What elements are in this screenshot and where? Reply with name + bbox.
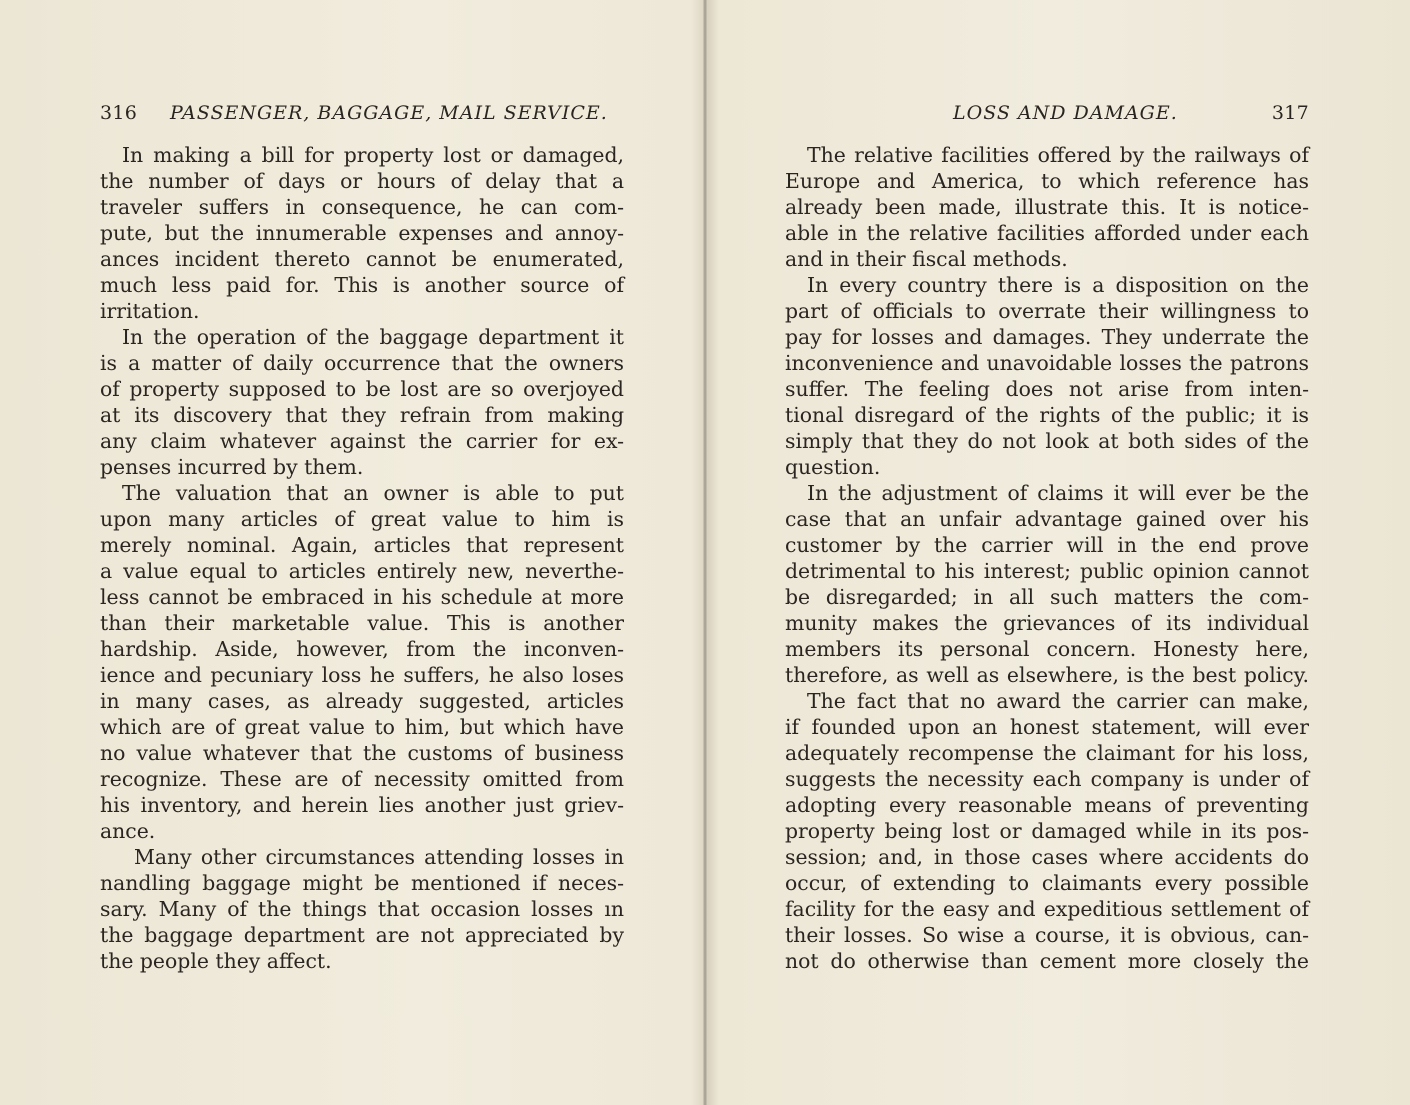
text-line: if founded upon an honest statement, will ever — [785, 715, 1309, 739]
left-running-head: PASSENGER, BAGGAGE, MAIL SERVICE. — [170, 102, 608, 124]
text-line: munity makes the grievances of its individual — [785, 611, 1309, 635]
text-line: simply that they do not look at both sides of the — [785, 429, 1309, 453]
text-line: ances incident thereto cannot be enumerated, — [100, 247, 624, 271]
right-page-number: 317 — [1271, 102, 1309, 124]
text-line: their losses. So wise a course, it is obvious, can- — [785, 923, 1309, 947]
text-line: any claim whatever against the carrier for ex- — [100, 429, 624, 453]
text-line: pute, but the innumerable expenses and annoy- — [100, 221, 624, 245]
left-page — [0, 0, 703, 1105]
right-page — [707, 0, 1410, 1105]
text-line: In every country there is a disposition on the — [807, 273, 1309, 297]
text-line: the number of days or hours of delay that a — [100, 169, 624, 193]
text-line: already been made, illustrate this. It is notice- — [785, 195, 1309, 219]
text-line: be disregarded; in all such matters the com- — [785, 585, 1309, 609]
text-line: In making a bill for property lost or damaged, — [122, 143, 624, 167]
text-line: members its personal concern. Honesty here, — [785, 637, 1309, 661]
right-page-body — [785, 142, 1309, 974]
text-line: no value whatever that the customs of business — [100, 741, 624, 765]
text-line: penses incurred by them. — [100, 455, 364, 479]
text-line: The fact that no award the carrier can make, — [807, 689, 1309, 713]
text-line: able in the relative facilities afforded under each — [785, 221, 1309, 245]
text-line: detrimental to his interest; public opinion cannot — [785, 559, 1309, 583]
text-line: the people they affect. — [100, 949, 332, 973]
text-line: occur, of extending to claimants every possible — [785, 871, 1309, 895]
text-line: The valuation that an owner is able to put — [122, 481, 624, 505]
text-line: in many cases, as already suggested, articles — [100, 689, 624, 713]
text-line: tional disregard of the rights of the public; it is — [785, 403, 1309, 427]
text-line: a value equal to articles entirely new, neverthe- — [100, 559, 624, 583]
text-line: much less paid for. This is another source of — [100, 273, 624, 297]
right-running-head: LOSS AND DAMAGE. — [953, 102, 1178, 124]
text-line: merely nominal. Again, articles that represent — [100, 533, 624, 557]
text-line: of property supposed to be lost are so overjoyed — [100, 377, 624, 401]
text-line: the baggage department are not appreciated by — [100, 923, 624, 947]
text-line: customer by the carrier will in the end prove — [785, 533, 1309, 557]
text-line: case that an unfair advantage gained over his — [785, 507, 1309, 531]
text-line: property being lost or damaged while in its pos- — [785, 819, 1309, 843]
text-line: In the operation of the baggage department it — [122, 325, 624, 349]
text-line: inconvenience and unavoidable losses the patrons — [785, 351, 1309, 375]
text-line: The relative facilities offered by the railways of — [807, 143, 1309, 167]
right-page-header — [785, 98, 1309, 128]
text-line: part of officials to overrate their willingness to — [785, 299, 1309, 323]
text-line: pay for losses and damages. They underrate the — [785, 325, 1309, 349]
text-line: which are of great value to him, but which have — [100, 715, 624, 739]
text-line: session; and, in those cases where accidents do — [785, 845, 1309, 869]
text-line: not do otherwise than cement more closely the — [785, 949, 1309, 973]
text-line: facility for the easy and expeditious settlement of — [785, 897, 1309, 921]
text-line: ance. — [100, 819, 156, 843]
text-line: hardship. Aside, however, from the inconven- — [100, 637, 624, 661]
text-line: Many other circumstances attending losses in — [134, 845, 624, 869]
text-line: ience and pecuniary loss he suffers, he also loses — [100, 663, 624, 687]
text-line: sary. Many of the things that occasion losses ın — [100, 897, 624, 921]
text-line: recognize. These are of necessity omitted from — [100, 767, 624, 791]
text-line: than their marketable value. This is another — [100, 611, 624, 635]
text-line: and in their fiscal methods. — [785, 247, 1068, 271]
text-line: at its discovery that they refrain from making — [100, 403, 624, 427]
left-page-number: 316 — [100, 102, 138, 124]
text-line: upon many articles of great value to him is — [100, 507, 624, 531]
text-line: traveler suffers in consequence, he can com- — [100, 195, 624, 219]
text-line: less cannot be embraced in his schedule at more — [100, 585, 624, 609]
text-line: his inventory, and herein lies another just griev- — [100, 793, 624, 817]
text-line: Europe and America, to which reference has — [785, 169, 1309, 193]
left-page-header — [100, 98, 624, 128]
text-line: question. — [785, 455, 881, 479]
text-line: adopting every reasonable means of preventing — [785, 793, 1309, 817]
text-line: adequately recompense the claimant for his loss, — [785, 741, 1309, 765]
text-line: irritation. — [100, 299, 200, 323]
text-line: therefore, as well as elsewhere, is the best policy. — [785, 663, 1309, 687]
left-page-body — [100, 142, 624, 974]
text-line: suggests the necessity each company is under of — [785, 767, 1309, 791]
text-line: suffer. The feeling does not arise from inten- — [785, 377, 1309, 401]
text-line: In the adjustment of claims it will ever be the — [807, 481, 1309, 505]
text-line: nandling baggage might be mentioned if neces- — [100, 871, 624, 895]
text-line: is a matter of daily occurrence that the owners — [100, 351, 624, 375]
